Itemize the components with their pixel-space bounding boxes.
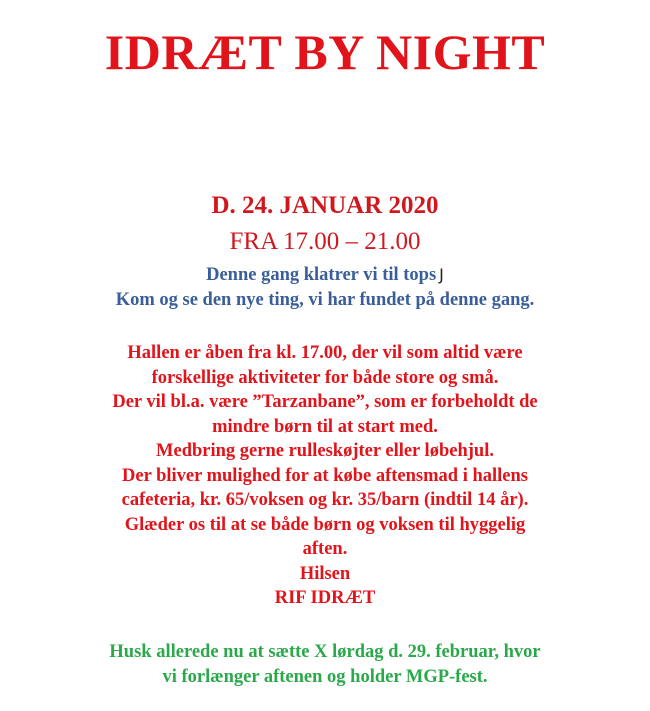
- details-line: aften.: [302, 539, 348, 559]
- intro-line-1-text: Denne gang klatrer vi til tops: [206, 265, 437, 285]
- reminder-line: vi forlænger aftenen og holder MGP-fest.: [162, 666, 488, 687]
- details-text: [0, 341, 650, 611]
- details-line: Der bliver mulighed for at købe aftensmad i hallens: [122, 465, 528, 486]
- details-line: mindre børn til at start med.: [212, 416, 438, 437]
- intro-text: [0, 262, 650, 313]
- details-line: Medbring gerne rulleskøjter eller løbehjul.: [156, 441, 494, 461]
- smiley-glyph: J: [439, 265, 444, 284]
- details-line: Der vil bl.a. være ”Tarzanbane”, som er forbeholdt de: [112, 392, 538, 412]
- event-date: D. 24. JANUAR 2020: [211, 192, 439, 219]
- details-line: forskellige aktiviteter for både store og små.: [151, 367, 499, 388]
- details-line: Glæder os til at se både børn og voksen til hyggelig: [124, 514, 526, 535]
- greeting: Hilsen: [299, 563, 351, 584]
- intro-line-2: Kom og se den nye ting, vi har fundet på denne gang.: [115, 290, 535, 310]
- details-line: cafeteria, kr. 65/voksen og kr. 35/barn (indtil 14 år).: [121, 490, 529, 510]
- details-line: Hallen er åben fra kl. 17.00, der vil som altid være: [127, 343, 523, 363]
- reminder-text: [0, 640, 650, 689]
- reminder-line: Husk allerede nu at sætte X lørdag d. 29. februar, hvor: [109, 642, 541, 662]
- intro-line-1: [0, 262, 650, 288]
- poster-title: IDRÆT BY NIGHT: [104, 24, 546, 80]
- event-time: FRA 17.00 – 21.00: [229, 228, 421, 255]
- signature: RIF IDRÆT: [274, 588, 376, 608]
